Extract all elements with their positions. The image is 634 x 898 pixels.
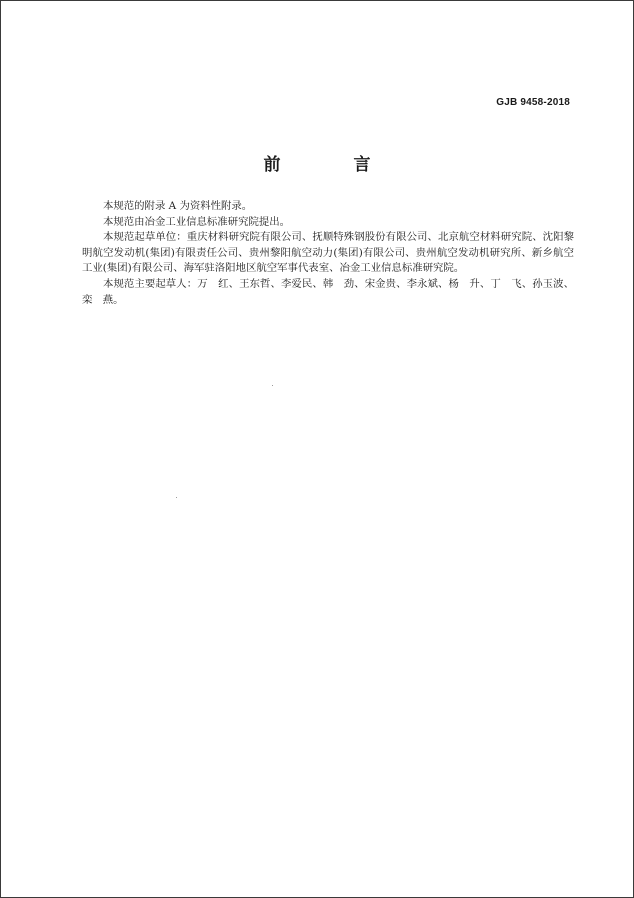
scan-speck (176, 497, 177, 498)
preface-body (82, 199, 574, 308)
paragraph-main-drafters: 本规范主要起草人：万 红、王东哲、李爱民、韩 劲、宋金贵、李永斌、杨 升、丁 飞、孙玉波、栾 燕。 (82, 277, 574, 306)
page-title: 前 言 (263, 155, 399, 175)
paragraph-proposer: 本规范由冶金工业信息标准研究院提出。 (103, 215, 291, 228)
standard-code: GJB 9458-2018 (496, 97, 570, 108)
scan-speck (272, 385, 273, 386)
paragraph-appendix-note: 本规范的附录 A 为资料性附录。 (103, 200, 253, 212)
paragraph-drafting-units: 本规范起草单位：重庆材料研究院有限公司、抚顺特殊钢股份有限公司、北京航空材料研究院、沈阳黎明航空发动机(集团)有限责任公司、贵州黎阳航空动力(集团)有限公司、贵州航空发动机研究所、新乡航空工业(集团)有限公司、海军驻洛阳地区航空军事代表室、冶金工业信息标准研究院。 (82, 231, 574, 275)
